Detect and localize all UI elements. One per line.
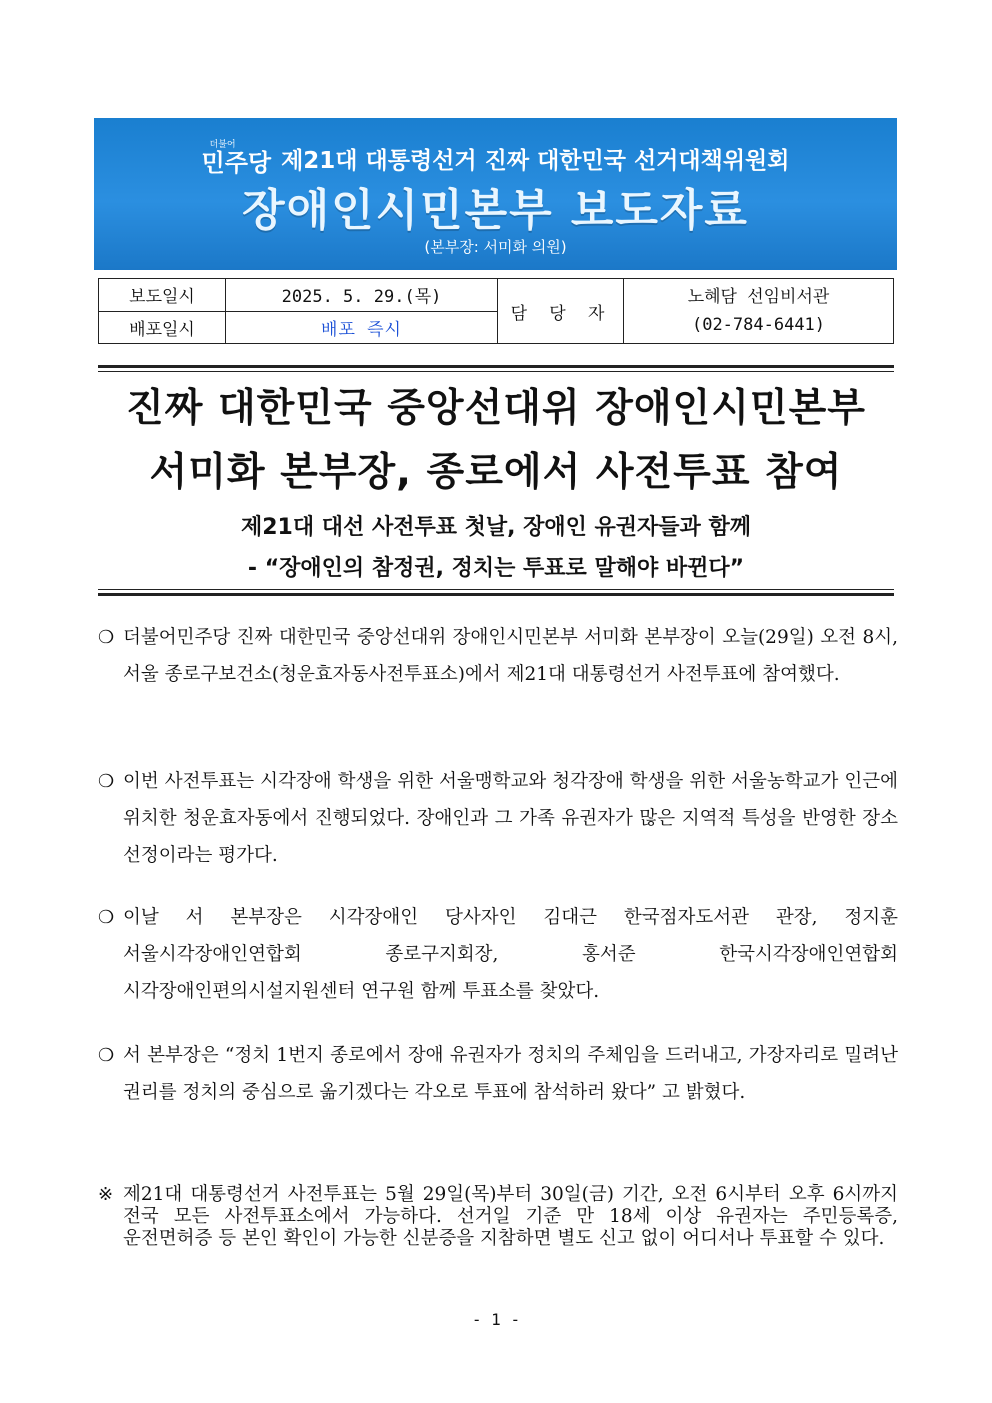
contact-phone: (02-784-6441)	[691, 315, 826, 335]
banner-title: 장애인시민본부 보도자료	[242, 185, 749, 236]
subheadline-line-2: - “장애인의 참정권, 정치는 투표로 말해야 바뀐다”	[247, 556, 745, 581]
banner-committee-line	[94, 142, 897, 175]
subheadline-line-1: 제21대 대선 사전투표 첫날, 장애인 유권자들과 함께	[241, 515, 751, 540]
party-logo-text: 민주당	[201, 149, 272, 177]
circle-bullet-icon: ❍	[98, 627, 115, 648]
distribution-value: 배포 즉시	[226, 311, 498, 344]
headline-bottom-rule-thin	[98, 589, 894, 590]
contact-label: 담 당 자	[498, 279, 624, 344]
paragraph-2	[98, 763, 898, 874]
paragraph-4	[98, 1037, 898, 1111]
headline-top-rule	[98, 365, 894, 368]
committee-name: 제21대 대통령선거 진짜 대한민국 선거대책위원회	[281, 148, 790, 174]
distribution-label: 배포일시	[99, 311, 226, 344]
paragraph-text: 서 본부장은 “정치 1번지 종로에서 장애 유권자가 정치의 주체임을 드러내고, 가장자리로 밀려난 권리를 정치의 중심으로 옮기겠다는 각오로 투표에 참석하러 왔다” 고 밝혔다.	[123, 1045, 898, 1103]
paragraph-text: 이날 서 본부장은 시각장애인 당사자인 김대근 한국점자도서관 관장, 정지훈 서울시각장애인연합회 종로구지회장, 홍서준 한국시각장애인연합회 시각장애인편의시설지원센터 연구원 함께 투표소를 찾았다.	[123, 907, 898, 1002]
paragraph-3	[98, 899, 898, 1010]
circle-bullet-icon: ❍	[98, 771, 115, 792]
paragraph-1	[98, 619, 898, 693]
release-date-label: 보도일시	[99, 279, 226, 312]
page-number: - 1 -	[471, 1310, 521, 1329]
reference-mark-icon: ※	[98, 1184, 114, 1205]
paragraph-text: 더불어민주당 진짜 대한민국 중앙선대위 장애인시민본부 서미화 본부장이 오늘(29일) 오전 8시, 서울 종로구보건소(청운효자동사전투표소)에서 제21대 대통령선거 사전투표에 참여했다.	[123, 627, 898, 685]
contact-name: 노혜담 선임비서관	[687, 287, 830, 307]
circle-bullet-icon: ❍	[98, 1045, 115, 1066]
headline-line-2: 서미화 본부장, 종로에서 사전투표 참여	[149, 450, 843, 495]
banner-subtitle: (본부장: 서미화 의원)	[424, 238, 567, 256]
headline-bottom-rule	[98, 593, 894, 596]
release-info-table	[98, 278, 894, 344]
party-logo	[201, 140, 272, 177]
press-release-banner	[94, 118, 897, 270]
note-text: 제21대 대통령선거 사전투표는 5월 29일(목)부터 30일(금) 기간, 오전 6시부터 오후 6시까지 전국 모든 사전투표소에서 가능하다. 선거일 기준 만 18세 이상 유권자는 주민등록증, 운전면허증 등 본인 확인이 가능한 신분증을 지참하면 별도 신고 없이 어디서나 투표할 수 있다.	[123, 1184, 898, 1249]
release-date-value: 2025. 5. 29.(목)	[226, 279, 498, 312]
headline-line-1: 진짜 대한민국 중앙선대위 장애인시민본부	[126, 386, 866, 431]
headline-top-rule-thin	[98, 371, 894, 372]
circle-bullet-icon: ❍	[98, 907, 115, 928]
reference-note	[98, 1184, 898, 1250]
paragraph-text: 이번 사전투표는 시각장애 학생을 위한 서울맹학교와 청각장애 학생을 위한 서울농학교가 인근에 위치한 청운효자동에서 진행되었다. 장애인과 그 가족 유권자가 많은 지역적 특성을 반영한 장소 선정이라는 평가다.	[123, 771, 898, 866]
party-logo-small-text: 더불어	[209, 140, 236, 150]
contact-cell	[624, 279, 894, 344]
